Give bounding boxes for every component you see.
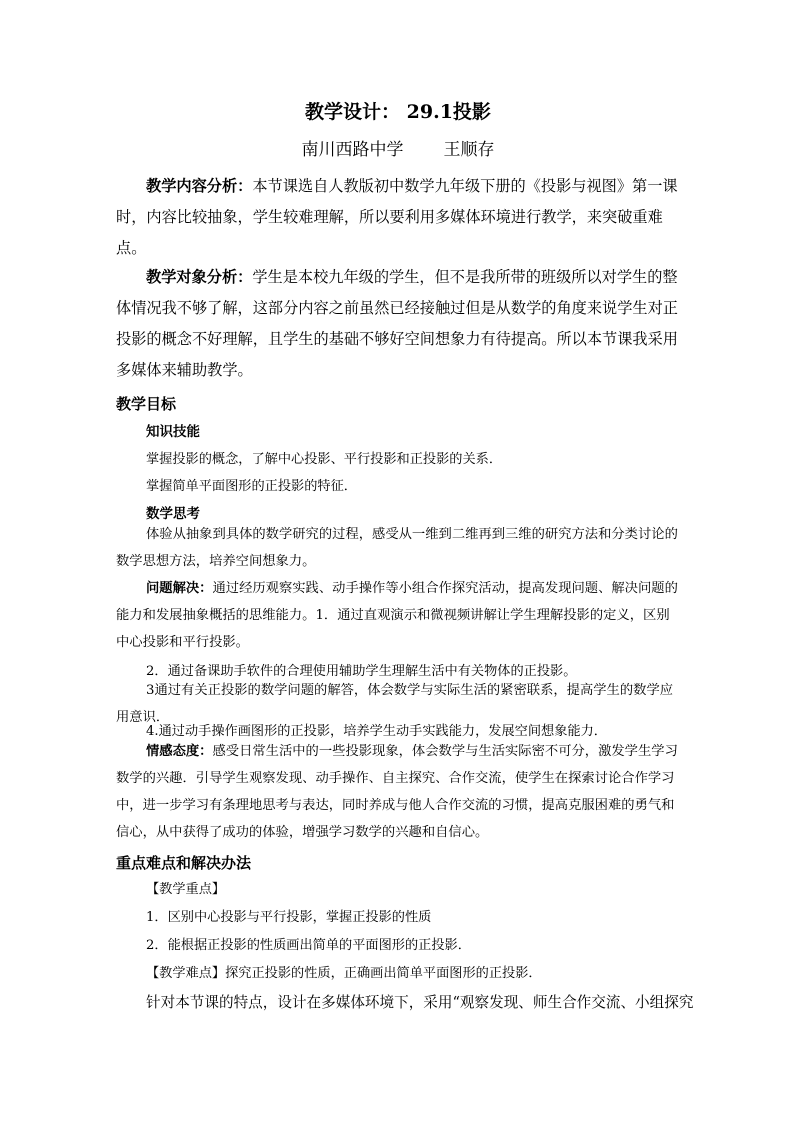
emotion-label: 情感态度： (146, 744, 213, 759)
object-analysis-text: 学生是本校九年级的学生，但不是我所带的班级所以对学生的整体情况我不够了解，这部分内容之前虽然已经接触过但是从数学的角度来说学生对正投影的概念不好理解，且学生的基础不够好空间想象力有待提高。所以本节课我采用多媒体来辅助教学。 (116, 268, 678, 379)
emotion-text: 感受日常生活中的一些投影现象，体会数学与生活实际密不可分，激发学生学习数学的兴趣．引导学生观察发现、动手操作、自主探究、合作交流，使学生在探索讨论合作学习中，进一步学习有条理地思考与表达，同时养成与他人合作交流的习惯，提高克服困难的勇气和信心，从中获得了成功的体验，增强学习数学的兴趣和自信心。 (116, 744, 678, 840)
thinking-heading: 数学思考 (146, 506, 200, 522)
numbered-item: 2．通过备课助手软件的合理使用辅助学生理解生活中有关物体的正投影。 (146, 664, 577, 679)
knowledge-heading: 知识技能 (146, 424, 200, 440)
school-name: 南川西路中学 (301, 140, 404, 160)
object-analysis-label: 教学对象分析： (146, 268, 253, 286)
difficulty-label: 【教学难点】 (146, 966, 226, 981)
focus-item: 2．能根据正投影的性质画出简单的平面图形的正投影． (146, 938, 471, 953)
content-analysis-text: 本节课选自人教版初中数学九年级下册的《投影与视图》第一课时，内容比较抽象，学生较难理解，所以要利用多媒体环境进行教学，来突破重难点。 (116, 177, 678, 257)
focus-item: 1．区别中心投影与平行投影，掌握正投影的性质 (146, 910, 432, 925)
difficulty-line (146, 964, 542, 984)
emotion-paragraph (116, 738, 680, 846)
page-title: 教学设计： 29.1投影 (305, 101, 491, 123)
key-points-heading: 重点难点和解决办法 (116, 854, 252, 872)
knowledge-item: 掌握投影的概念，了解中心投影、平行投影和正投影的关系． (146, 452, 503, 467)
problem-solving-text: 通过经历观察实践、动手操作等小组合作探究活动，提高发现问题、解决问题的能力和发展抽象概括的思维能力。1．通过直观演示和微视频讲解让学生理解投影的定义，区别中心投影和平行投影。 (116, 581, 678, 650)
content-analysis-paragraph (116, 171, 680, 264)
difficulty-text: 探究正投影的性质，正确画出简单平面图形的正投影． (225, 966, 542, 981)
author-name: 王顺存 (443, 140, 495, 160)
numbered-item: 3通过有关正投影的数学问题的解答，体会数学与实际生活的紧密联系，提高学生的数学应用意识． (116, 683, 674, 725)
numbered-item: 4.通过动手操作画图形的正投影，培养学生动手实践能力，发展空间想象能力． (146, 724, 607, 739)
content-analysis-label: 教学内容分析： (146, 177, 253, 195)
problem-solving-paragraph (116, 575, 680, 656)
problem-solving-label: 问题解决： (146, 581, 213, 596)
author-line (116, 138, 680, 162)
focus-label: 【教学重点】 (146, 882, 226, 897)
object-analysis-paragraph (116, 262, 680, 386)
goals-heading: 教学目标 (116, 395, 177, 413)
thinking-paragraph: 体验从抽象到具体的数学研究的过程，感受从一维到二维再到三维的研究方法和分类讨论的数学思想方法，培养空间想象力。 (116, 527, 678, 569)
knowledge-item: 掌握简单平面图形的正投影的特征． (146, 479, 357, 494)
approach-text: 针对本节课的特点，设计在多媒体环境下，采用“观察发现、师生合作交流、小组探究 (146, 994, 694, 1011)
